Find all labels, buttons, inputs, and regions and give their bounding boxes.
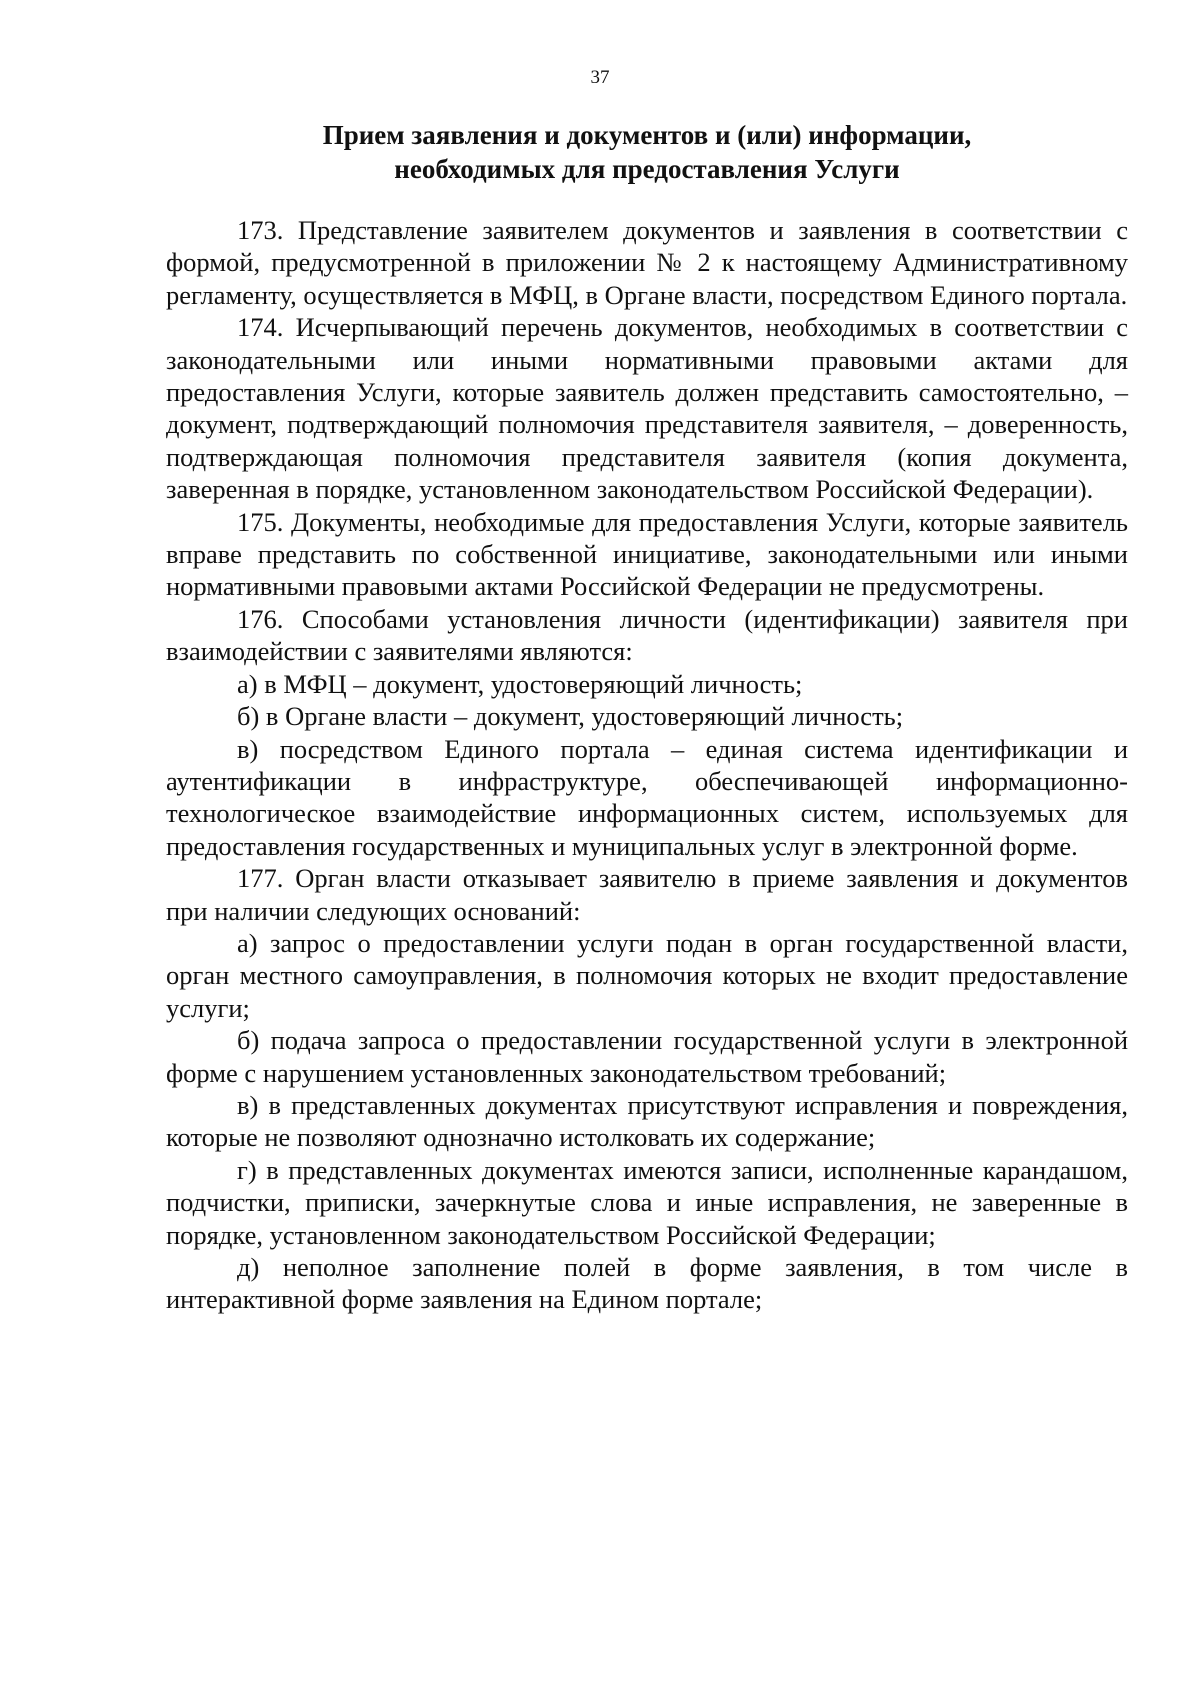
paragraph-177: 177. Орган власти отказывает заявителю в приеме заявления и документов при наличии следующих оснований: <box>166 863 1128 926</box>
paragraph-177-g: г) в представленных документах имеются записи, исполненные карандашом, подчистки, приписки, зачеркнутые слова и иные исправления, не заверенные в порядке, установленном законодательством Российской Федерации; <box>166 1154 1128 1250</box>
paragraph-173: 173. Представление заявителем документов и заявления в соответствии с формой, предусмотренной в приложении № 2 к настоящему Административному регламенту, осуществляется в МФЦ, в Органе власти, посредством Единого портала. <box>166 215 1128 310</box>
paragraph-174: 174. Исчерпывающий перечень документов, необходимых в соответствии с законодательными или иными нормативными правовыми актами для предоставления Услуги, которые заявитель должен представить самостоятельно, – документ, подтверждающий полномочия представителя заявителя, – доверенность, подтверждающая полномочия представителя заявителя (копия документа, заверенная в порядке, установленном законодательством Российской Федерации). <box>166 312 1128 505</box>
paragraph-176: 176. Способами установления личности (идентификации) заявителя при взаимодействии с заявителями являются: <box>166 603 1128 667</box>
paragraph-177-d: д) неполное заполнение полей в форме заявления, в том числе в интерактивной форме заявления на Едином портале; <box>166 1252 1128 1315</box>
section-heading-line-2: необходимых для предоставления Услуги <box>394 154 900 184</box>
paragraph-176-v: в) посредством Единого портала – единая система идентификации и аутентификации в инфраструктуре, обеспечивающей информационно-технологическое взаимодействие информационных систем, используемых для предоставления государственных и муниципальных услуг в электронной форме. <box>166 733 1128 861</box>
section-heading <box>166 118 1128 186</box>
paragraph-177-v: в) в представленных документах присутствуют исправления и повреждения, которые не позволяют однозначно истолковать их содержание; <box>166 1089 1128 1153</box>
paragraph-177-a: а) запрос о предоставлении услуги подан в орган государственной власти, орган местного самоуправления, в полномочия которых не входит предоставление услуги; <box>166 927 1128 1023</box>
document-body <box>166 214 1128 1316</box>
section-heading-line-1: Прием заявления и документов и (или) информации, <box>322 120 972 150</box>
paragraph-177-b: б) подача запроса о предоставлении государственной услуги в электронной форме с нарушением установленных законодательством требований; <box>166 1025 1128 1088</box>
paragraph-176-b: б) в Органе власти – документ, удостоверяющий личность; <box>237 701 904 732</box>
page-number: 37 <box>590 67 610 88</box>
paragraph-176-a: а) в МФЦ – документ, удостоверяющий личность; <box>237 668 803 699</box>
paragraph-175: 175. Документы, необходимые для предоставления Услуги, которые заявитель вправе представить по собственной инициативе, законодательными или иными нормативными правовыми актами Российской Федерации не предусмотрены. <box>166 506 1128 602</box>
